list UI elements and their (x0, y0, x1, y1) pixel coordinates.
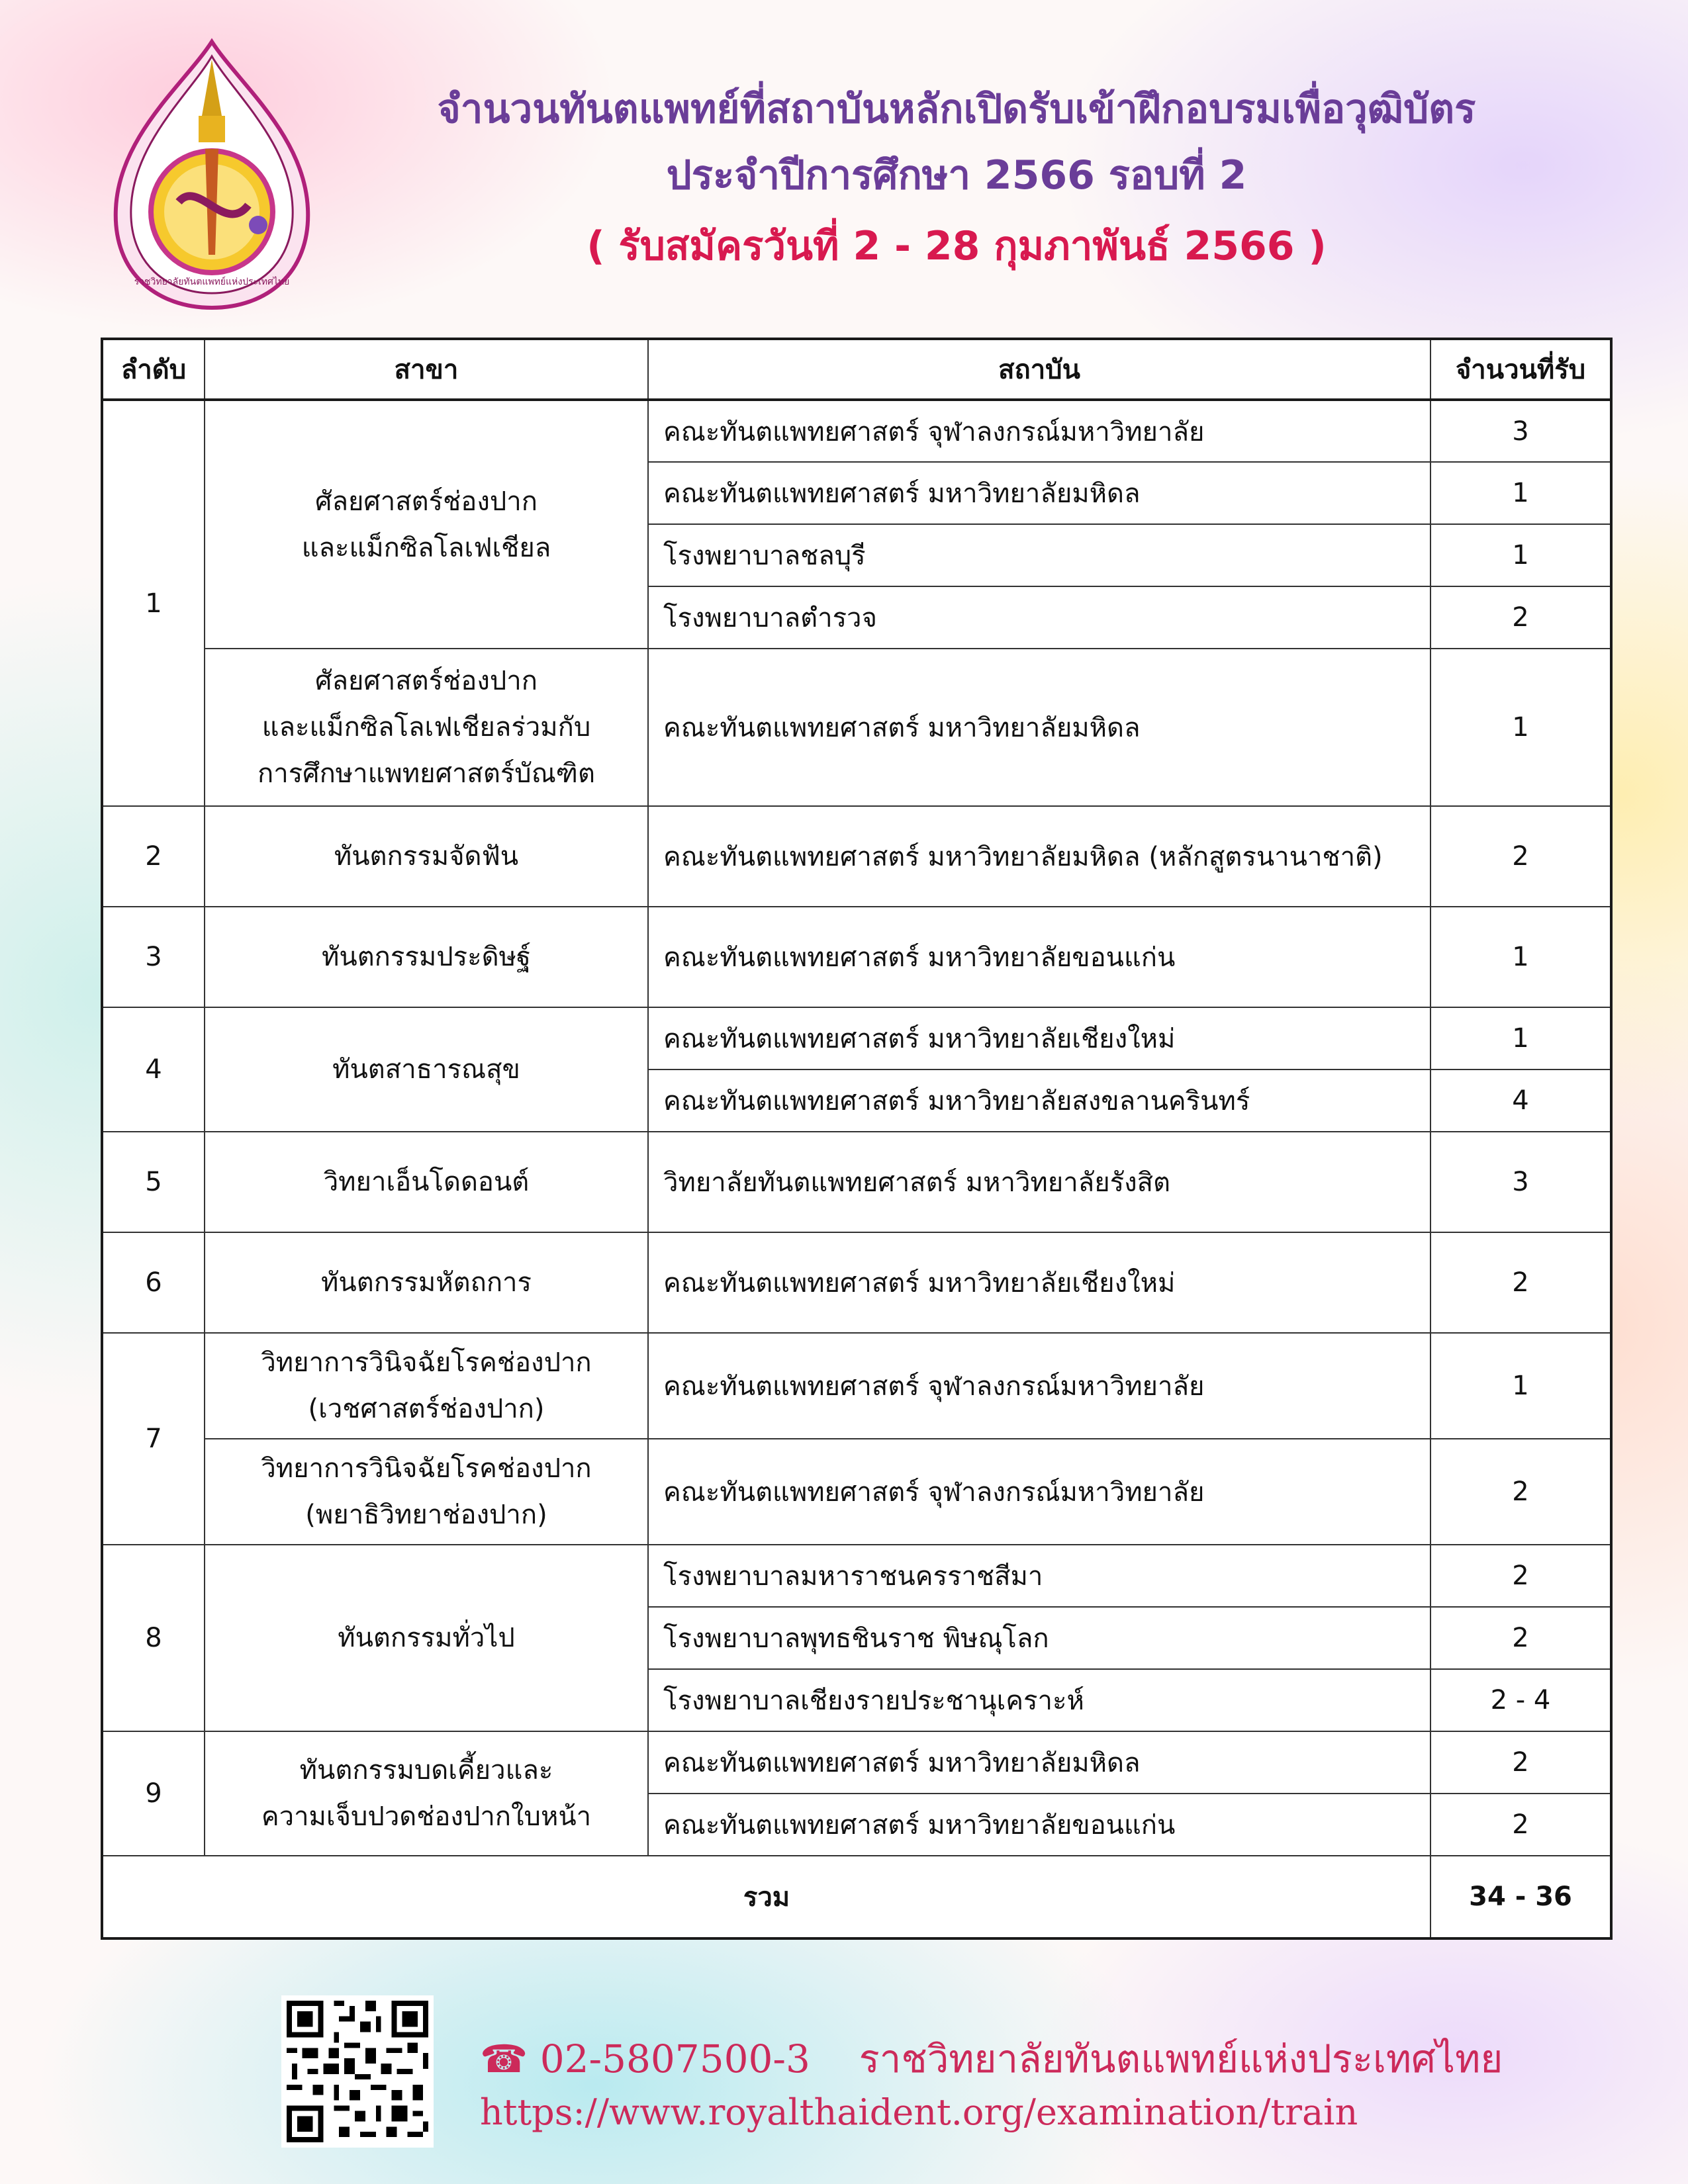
institute-cell: คณะทันตแพทยศาสตร์ มหาวิทยาลัยมหิดล (648, 649, 1430, 806)
telephone-icon: ☎ (480, 2036, 528, 2081)
count-cell: 1 (1430, 649, 1611, 806)
count-cell: 2 (1430, 1232, 1611, 1333)
branch-name: วิทยาการวินิจฉัยโรคช่องปาก (เวชศาสตร์ช่องปาก) (205, 1333, 648, 1439)
institute-cell: คณะทันตแพทยศาสตร์ มหาวิทยาลัยขอนแก่น (648, 1794, 1430, 1856)
header-count: จำนวนที่รับ (1430, 339, 1611, 400)
institute-cell: คณะทันตแพทยศาสตร์ มหาวิทยาลัยมหิดล (648, 462, 1430, 524)
institute-cell: คณะทันตแพทยศาสตร์ มหาวิทยาลัยสงขลานครินทร์ (648, 1069, 1430, 1132)
count-cell: 1 (1430, 524, 1611, 586)
count-cell: 2 (1430, 586, 1611, 649)
branch-name: วิทยาการวินิจฉัยโรคช่องปาก (พยาธิวิทยาช่องปาก) (205, 1439, 648, 1545)
header-no: ลำดับ (102, 339, 205, 400)
institute-cell: คณะทันตแพทยศาสตร์ จุฬาลงกรณ์มหาวิทยาลัย (648, 400, 1430, 462)
table-header-row (102, 339, 1611, 400)
institute-cell: คณะทันตแพทยศาสตร์ มหาวิทยาลัยเชียงใหม่ (648, 1232, 1430, 1333)
total-value: 34 - 36 (1430, 1856, 1611, 1938)
table-row (102, 1731, 1611, 1794)
row-no: 9 (102, 1731, 205, 1856)
table-row (102, 1333, 1611, 1439)
qr-code[interactable] (281, 1995, 434, 2148)
page-subtitle: ประจำปีการศึกษา 2566 รอบที่ 2 (666, 152, 1247, 199)
page-footer (0, 1985, 1688, 2184)
institute-cell: โรงพยาบาลมหาราชนครราชสีมา (648, 1545, 1430, 1607)
svg-text:ราชวิทยาลัยทันตแพทย์แห่งประเทศ: ราชวิทยาลัยทันตแพทย์แห่งประเทศไทย (134, 277, 290, 287)
branch-name: ทันตกรรมทั่วไป (205, 1545, 648, 1731)
row-no: 5 (102, 1132, 205, 1232)
page-title: จำนวนทันตแพทย์ที่สถาบันหลักเปิดรับเข้าฝึกอบรมเพื่อวุฒิบัตร (437, 86, 1476, 132)
table-row (102, 1132, 1611, 1232)
branch-name: ทันตกรรมบดเคี้ยวและ ความเจ็บปวดช่องปากใบหน้า (205, 1731, 648, 1856)
count-cell: 2 - 4 (1430, 1669, 1611, 1731)
count-cell: 1 (1430, 1007, 1611, 1069)
institute-cell: คณะทันตแพทยศาสตร์ จุฬาลงกรณ์มหาวิทยาลัย (648, 1333, 1430, 1439)
table-row (102, 400, 1611, 462)
branch-name: ทันตกรรมหัตถการ (205, 1232, 648, 1333)
table-row (102, 1439, 1611, 1545)
count-cell: 1 (1430, 462, 1611, 524)
title-block (278, 79, 1635, 281)
quota-table (101, 338, 1613, 1940)
total-row (102, 1856, 1611, 1938)
institute-cell: คณะทันตแพทยศาสตร์ มหาวิทยาลัยมหิดล (648, 1731, 1430, 1794)
institute-cell: คณะทันตแพทยศาสตร์ มหาวิทยาลัยมหิดล (หลักสูตรนานาชาติ) (648, 806, 1430, 907)
page-header (0, 0, 1688, 331)
count-cell: 2 (1430, 1794, 1611, 1856)
header-branch: สาขา (205, 339, 648, 400)
institute-cell: คณะทันตแพทยศาสตร์ มหาวิทยาลัยเชียงใหม่ (648, 1007, 1430, 1069)
institute-cell: โรงพยาบาลเชียงรายประชานุเคราะห์ (648, 1669, 1430, 1731)
row-no: 7 (102, 1333, 205, 1545)
table-row (102, 806, 1611, 907)
branch-name: ทันตกรรมจัดฟัน (205, 806, 648, 907)
header-institute: สถาบัน (648, 339, 1430, 400)
row-no: 3 (102, 907, 205, 1007)
count-cell: 3 (1430, 1132, 1611, 1232)
count-cell: 3 (1430, 400, 1611, 462)
count-cell: 2 (1430, 1545, 1611, 1607)
count-cell: 4 (1430, 1069, 1611, 1132)
count-cell: 1 (1430, 907, 1611, 1007)
count-cell: 2 (1430, 806, 1611, 907)
branch-name: ศัลยศาสตร์ช่องปาก และแม็กซิลโลเฟเชียลร่วมกับ การศึกษาแพทยศาสตร์บัณฑิต (205, 649, 648, 806)
org-name: ราชวิทยาลัยทันตแพทย์แห่งประเทศไทย (859, 2036, 1503, 2081)
total-label: รวม (102, 1856, 1430, 1938)
table-row (102, 1545, 1611, 1607)
count-cell: 2 (1430, 1607, 1611, 1669)
institute-cell: คณะทันตแพทยศาสตร์ จุฬาลงกรณ์มหาวิทยาลัย (648, 1439, 1430, 1545)
row-no: 2 (102, 806, 205, 907)
row-no: 1 (102, 400, 205, 806)
application-dates: ( รับสมัครวันที่ 2 - 28 กุมภาพันธ์ 2566 ) (586, 223, 1327, 269)
institute-cell: โรงพยาบาลตำรวจ (648, 586, 1430, 649)
table-row (102, 1007, 1611, 1069)
branch-name: วิทยาเอ็นโดดอนต์ (205, 1132, 648, 1232)
table-row (102, 1232, 1611, 1333)
row-no: 8 (102, 1545, 205, 1731)
branch-name: ทันตสาธารณสุข (205, 1007, 648, 1132)
institute-cell: โรงพยาบาลพุทธชินราช พิษณุโลก (648, 1607, 1430, 1669)
row-no: 6 (102, 1232, 205, 1333)
branch-name: ทันตกรรมประดิษฐ์ (205, 907, 648, 1007)
institute-cell: วิทยาลัยทันตแพทยศาสตร์ มหาวิทยาลัยรังสิต (648, 1132, 1430, 1232)
phone-number[interactable]: 02-5807500-3 (539, 2036, 810, 2081)
institute-cell: โรงพยาบาลชลบุรี (648, 524, 1430, 586)
count-cell: 2 (1430, 1731, 1611, 1794)
contact-info (480, 2032, 1503, 2139)
table-row (102, 907, 1611, 1007)
institute-cell: คณะทันตแพทยศาสตร์ มหาวิทยาลัยขอนแก่น (648, 907, 1430, 1007)
phone-line (480, 2032, 1503, 2086)
row-no: 4 (102, 1007, 205, 1132)
branch-name: ศัลยศาสตร์ช่องปาก และแม็กซิลโลเฟเชียล (205, 400, 648, 649)
website-link[interactable]: https://www.royalthaident.org/examination/train (480, 2091, 1358, 2133)
count-cell: 2 (1430, 1439, 1611, 1545)
table-row (102, 649, 1611, 806)
count-cell: 1 (1430, 1333, 1611, 1439)
